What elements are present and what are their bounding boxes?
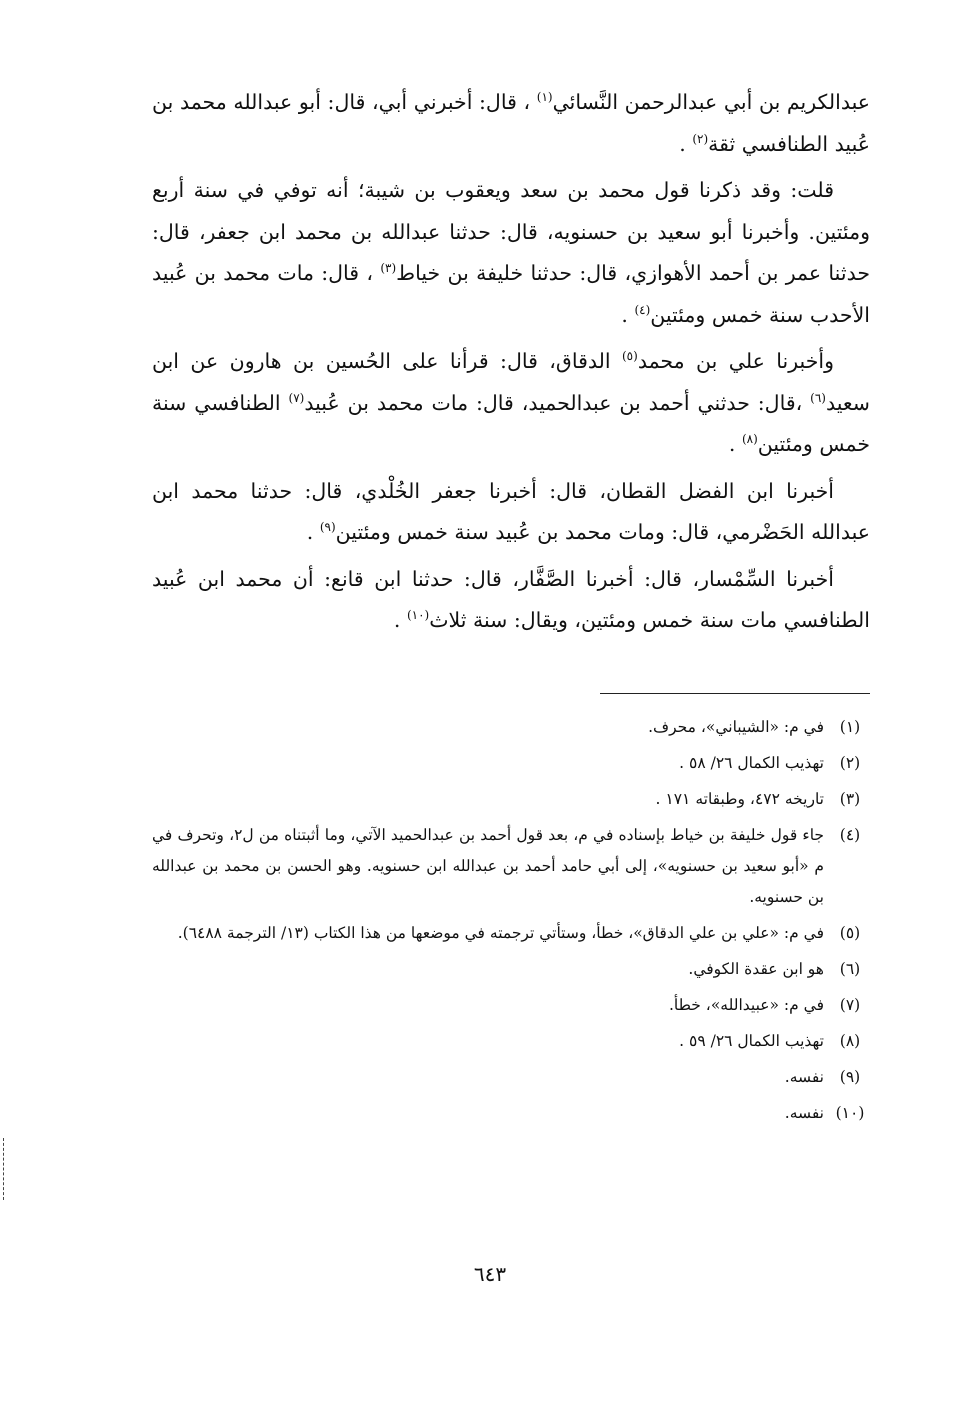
footnote-text: جاء قول خليفة بن خياط بإسناده في م، بعد قول أحمد بن عبدالحميد الآتي، وما أثبتناه من ل٢، وتحرف في م «أبو سعيد بن حسنويه»، إلى أبي حامد أحمد بن عبدالله ابن حسنويه. وهو الحسن بن محمد بن عبدالله بن حسنويه. xyxy=(152,826,824,906)
footnote-text: في م: «عبيدالله»، خطأ. xyxy=(668,996,824,1014)
footnote-marker: (٨) xyxy=(741,432,758,447)
page-number: ٦٤٣ xyxy=(473,1262,507,1286)
paragraph xyxy=(152,170,870,336)
footnote-text: تهذيب الكمال ٢٦/ ٥٨ . xyxy=(679,754,824,772)
footnote-number: (١) xyxy=(839,718,861,736)
footnote-marker: (٩) xyxy=(319,520,336,535)
footnote-number: (٥) xyxy=(839,924,861,942)
footnote-text: هو ابن عقدة الكوفي. xyxy=(688,960,824,978)
paragraph xyxy=(152,341,870,466)
paragraph-text: . xyxy=(306,520,320,544)
footnote-text: تهذيب الكمال ٢٦/ ٥٩ . xyxy=(679,1032,824,1050)
footnote xyxy=(152,990,870,1021)
paragraph-text: ، قال: أخبرني أبي، قال: أبو عبدالله محمد بن عُبيد الطنافسي ثقة xyxy=(152,90,870,156)
footnote-number: (٢) xyxy=(839,754,861,772)
paragraph-text: أخبرنا ابن الفضل القطان، قال: أخبرنا جعفر الخُلْدي، قال: حدثنا محمد ابن عبدالله الحَضْرمي، قال: ومات محمد بن عُبيد سنة خمس ومئتين xyxy=(152,478,870,544)
footnote xyxy=(152,1098,870,1129)
footnote xyxy=(152,784,870,815)
footnote-marker: (١٠) xyxy=(406,608,430,623)
footnotes xyxy=(152,712,870,1134)
footnote-text: نفسه. xyxy=(784,1068,824,1086)
footnote-marker: (٢) xyxy=(692,131,709,146)
footnote xyxy=(152,1026,870,1057)
footnote-text: نفسه. xyxy=(784,1104,824,1122)
main-text xyxy=(152,82,870,647)
paragraph-text: . xyxy=(393,608,407,632)
footnote-number: (٧) xyxy=(839,996,861,1014)
footnote-marker: (٣) xyxy=(380,261,397,276)
paragraph-text: . xyxy=(728,432,742,456)
footnote xyxy=(152,748,870,779)
paragraph-text: ، قال: مات محمد بن عُبيد الأحدب سنة خمس ومئتين xyxy=(152,261,870,327)
paragraph xyxy=(152,82,870,165)
footnote-number: (٦) xyxy=(839,960,861,978)
footnote-number: (١٠) xyxy=(835,1104,865,1122)
footnote-marker: (٦) xyxy=(810,390,826,405)
paragraph-text: عبدالكريم بن أبي عبدالرحمن النَّسائي xyxy=(552,90,870,114)
footnote-number: (٩) xyxy=(839,1068,861,1086)
footnote-marker: (٧) xyxy=(288,390,305,405)
margin-mark xyxy=(3,1138,4,1200)
footnote xyxy=(152,918,870,949)
paragraph-text: ،قال: حدثني أحمد بن عبدالحميد، قال: مات محمد بن عُبيد xyxy=(304,390,811,415)
footnote-divider xyxy=(600,693,870,694)
footnote-text: تاريخه ٤٧٢، وطبقاته ١٧١ . xyxy=(655,790,824,808)
paragraph-text: الطنافسي سنة خمس ومئتين xyxy=(152,390,870,456)
footnote xyxy=(152,954,870,985)
paragraph xyxy=(152,559,870,642)
paragraph-text: . xyxy=(679,131,693,156)
footnote-number: (٤) xyxy=(839,826,861,844)
paragraph-text: . xyxy=(621,302,635,327)
paragraph-text: الدقاق، قال: قرأنا على الحُسين بن هارون عن ابن سعيد xyxy=(152,349,870,415)
footnote-marker: (٤) xyxy=(634,302,651,317)
footnote-number: (٣) xyxy=(839,790,861,808)
paragraph xyxy=(152,471,870,554)
footnote-number: (٨) xyxy=(839,1032,861,1050)
footnote-marker: (٥) xyxy=(621,349,638,364)
paragraph-text: أخبرنا السِّمْسار، قال: أخبرنا الصَّفَّار، قال: حدثنا ابن قانع: أن محمد ابن عُبيد الطنافسي مات سنة خمس ومئتين، ويقال: سنة ثلاث xyxy=(152,566,870,632)
footnote-marker: (١) xyxy=(536,90,553,105)
footnote xyxy=(152,1062,870,1093)
footnote-text: في م: «علي بن علي الدقاق»، خطأ، وستأتي ترجمته في موضعها من هذا الكتاب (١٣/ الترجمة ٦٤٨٨). xyxy=(177,924,824,942)
footnote xyxy=(152,820,870,913)
footnote-text: في م: «الشيباني»، محرف. xyxy=(648,718,824,736)
paragraph-text: وأخبرنا علي بن محمد xyxy=(637,349,834,373)
footnote xyxy=(152,712,870,743)
paragraph-text: قلت: وقد ذكرنا قول محمد بن سعد ويعقوب بن شيبة؛ أنه توفي في سنة أربع ومئتين. وأخبرنا أبو سعيد بن حسنويه، قال: حدثنا عبدالله بن محمد ابن جعفر، قال: حدثنا عمر بن أحمد الأهوازي، قال: حدثنا خليفة بن خياط xyxy=(152,178,870,285)
